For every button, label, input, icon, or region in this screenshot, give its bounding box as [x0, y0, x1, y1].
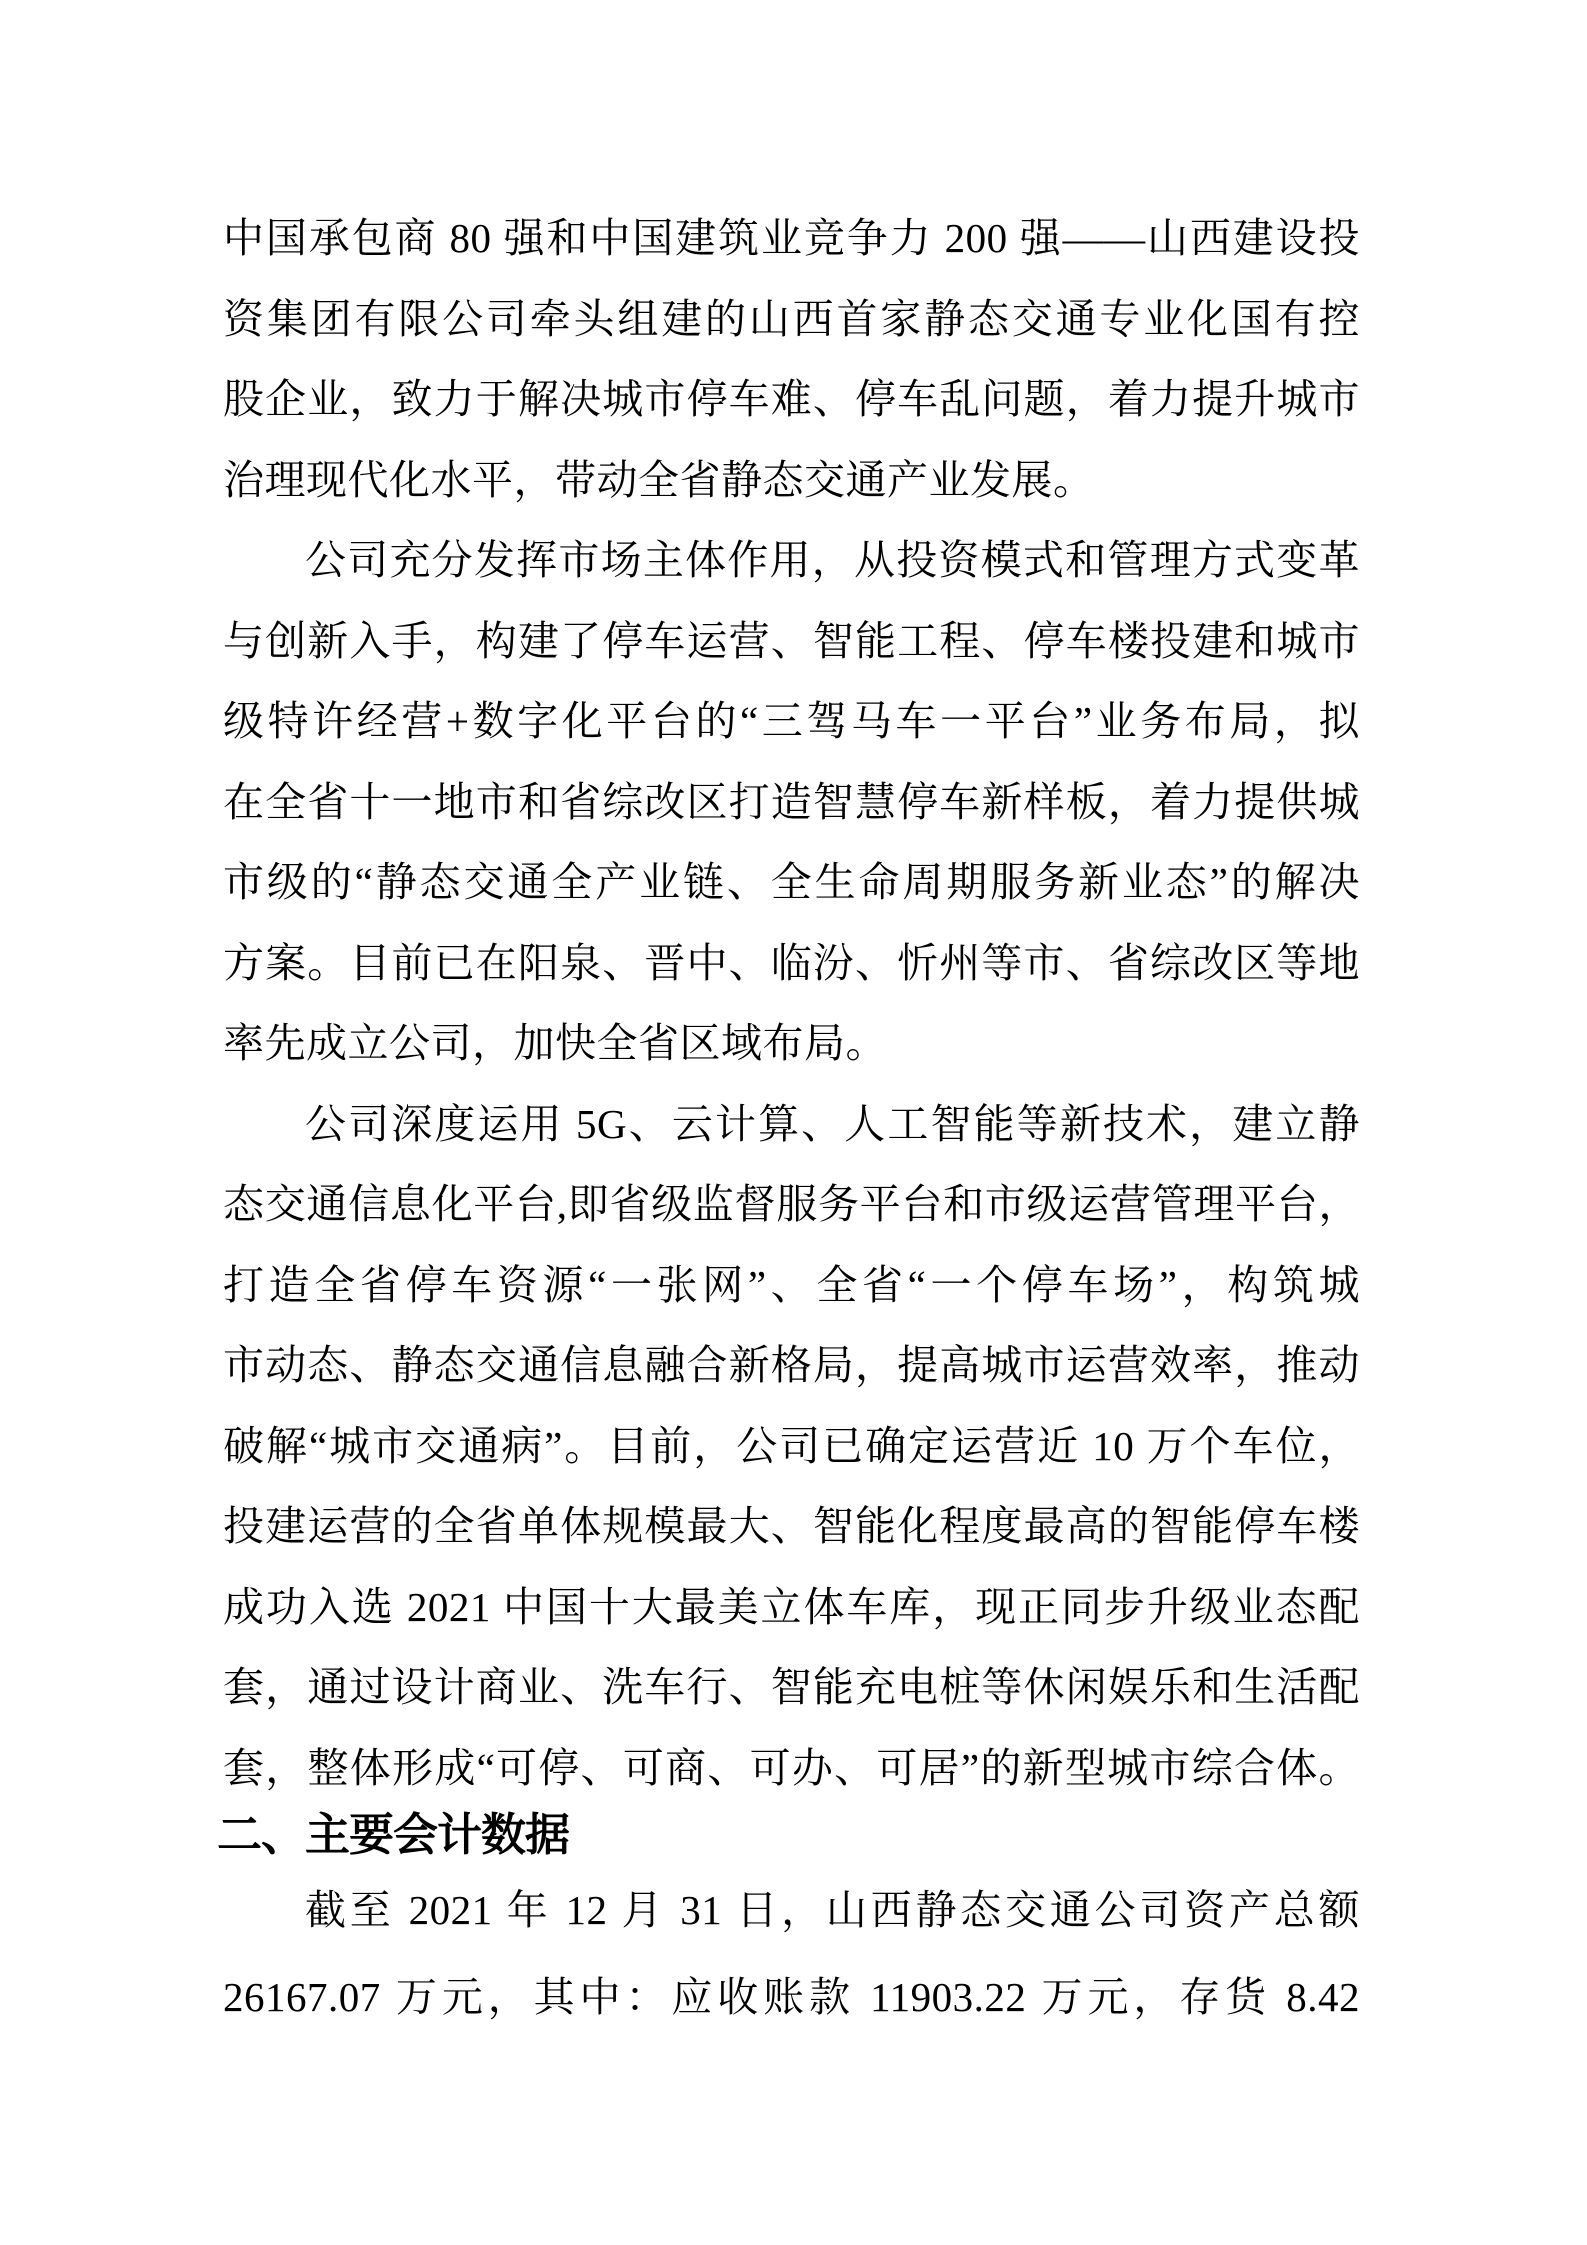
text-line: 治理现代化水平，带动全省静态交通产业发展。: [223, 456, 1095, 503]
text-line: 资集团有限公司牵头组建的山西首家静态交通专业化国有控: [223, 295, 1360, 342]
accounting-paragraph: [223, 1867, 1360, 2041]
text-line: 中国承包商 80 强和中国建筑业竞争力 200 强——山西建设投: [223, 215, 1360, 261]
text-line: 公司深度运用 5G、云计算、人工智能等新技术，建立静: [305, 1100, 1360, 1147]
text-line: 套，通过设计商业、洗车行、智能充电桩等休闲娱乐和生活配: [223, 1664, 1360, 1710]
text-line: 在全省十一地市和省综改区打造智慧停车新样板，着力提供城: [223, 778, 1360, 825]
text-line: 级特许经营+数字化平台的“三驾马车一平台”业务布局，拟: [223, 698, 1360, 744]
text-line: 公司充分发挥市场主体作用，从投资模式和管理方式变革: [305, 537, 1360, 583]
text-line: 投建运营的全省单体规模最大、智能化程度最高的智能停车楼: [223, 1503, 1360, 1549]
text-line: 套，整体形成“可停、可商、可办、可居”的新型城市综合体。: [223, 1744, 1360, 1791]
text-line: 成功入选 2021 中国十大最美立体车库，现正同步升级业态配: [223, 1583, 1360, 1630]
text-line: 市动态、静态交通信息融合新格局，提高城市运营效率，推动: [223, 1342, 1360, 1388]
text-line: 截至 2021 年 12 月 31 日，山西静态交通公司资产总额: [305, 1887, 1360, 1933]
text-line: 破解“城市交通病”。目前，公司已确定运营近 10 万个车位，: [223, 1422, 1360, 1469]
body-paragraphs: [223, 198, 1360, 1808]
text-line: 方案。目前已在阳泉、晋中、临汾、忻州等市、省综改区等地: [223, 939, 1360, 986]
text-line: 率先成立公司，加快全省区域布局。: [223, 1020, 887, 1066]
text-line: 打造全省停车资源“一张网”、全省“一个停车场”，构筑城: [223, 1261, 1360, 1308]
text-line: 26167.07 万元，其中：应收账款 11903.22 万元，存货 8.42: [223, 1974, 1360, 2020]
text-line: 股企业，致力于解决城市停车难、停车乱问题，着力提升城市: [223, 376, 1360, 422]
text-line: 市级的“静态交通全产业链、全生命周期服务新业态”的解决: [223, 859, 1360, 905]
text-line: 态交通信息化平台,即省级监督服务平台和市级运营管理平台，: [223, 1181, 1360, 1227]
text-line: 与创新入手，构建了停车运营、智能工程、停车楼投建和城市: [223, 617, 1360, 664]
section-heading: 二、主要会计数据: [217, 1809, 570, 1860]
